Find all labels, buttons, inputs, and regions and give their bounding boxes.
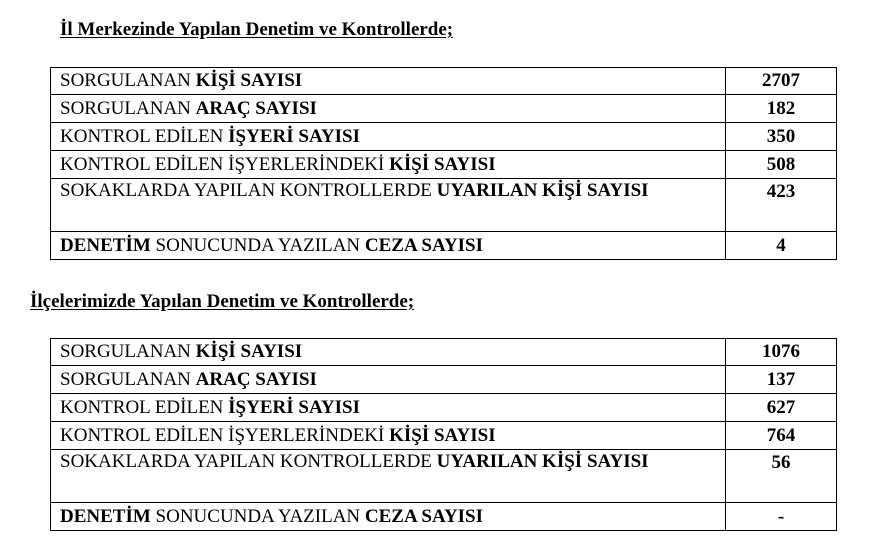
table-row (51, 339, 837, 366)
row-label: DENETİM SONUCUNDA YAZILAN CEZA SAYISI (51, 503, 726, 531)
city-center-heading: İl Merkezinde Yapılan Denetim ve Kontrollerde; (60, 19, 454, 40)
table-row (51, 422, 837, 450)
row-label: DENETİM SONUCUNDA YAZILAN CEZA SAYISI (51, 232, 726, 260)
row-value: 764 (726, 422, 837, 450)
row-value: 423 (726, 179, 837, 232)
city-center-stats-table (50, 67, 837, 260)
table-row (51, 95, 837, 123)
table-row (51, 179, 837, 232)
row-value: 56 (726, 450, 837, 503)
row-value: 1076 (726, 339, 837, 366)
table-row (51, 503, 837, 531)
row-value: - (726, 503, 837, 531)
table-row (51, 151, 837, 179)
row-value: 2707 (726, 68, 837, 95)
row-label: KONTROL EDİLEN İŞYERİ SAYISI (51, 123, 726, 151)
row-value: 627 (726, 394, 837, 422)
row-value: 182 (726, 95, 837, 123)
row-label: KONTROL EDİLEN İŞYERLERİNDEKİ KİŞİ SAYISI (51, 422, 726, 450)
row-value: 4 (726, 232, 837, 260)
row-label: SOKAKLARDA YAPILAN KONTROLLERDE UYARILAN KİŞİ SAYISI (51, 179, 726, 232)
row-label: SORGULANAN KİŞİ SAYISI (51, 68, 726, 95)
row-label: KONTROL EDİLEN İŞYERİ SAYISI (51, 394, 726, 422)
row-label: KONTROL EDİLEN İŞYERLERİNDEKİ KİŞİ SAYISI (51, 151, 726, 179)
row-label: SORGULANAN KİŞİ SAYISI (51, 339, 726, 366)
table-row (51, 450, 837, 503)
table-row (51, 394, 837, 422)
row-value: 350 (726, 123, 837, 151)
row-label: SORGULANAN ARAÇ SAYISI (51, 95, 726, 123)
districts-heading: İlçelerimizde Yapılan Denetim ve Kontrollerde; (30, 291, 415, 312)
table-row (51, 232, 837, 260)
row-value: 137 (726, 366, 837, 394)
districts-stats-table (50, 338, 837, 531)
row-label: SOKAKLARDA YAPILAN KONTROLLERDE UYARILAN KİŞİ SAYISI (51, 450, 726, 503)
table-row (51, 68, 837, 95)
row-label: SORGULANAN ARAÇ SAYISI (51, 366, 726, 394)
table-row (51, 123, 837, 151)
row-value: 508 (726, 151, 837, 179)
table-row (51, 366, 837, 394)
